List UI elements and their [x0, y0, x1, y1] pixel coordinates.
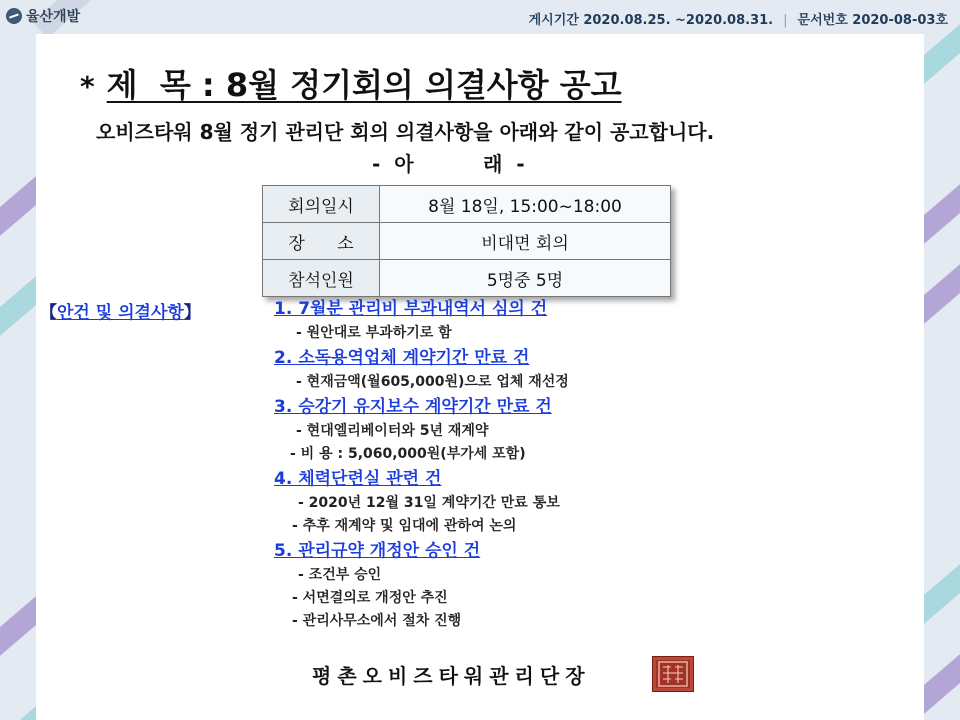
- top-header-bar: [0, 0, 960, 34]
- document-number: 문서번호 2020-08-03호: [797, 13, 948, 28]
- agenda-item-4-detail-2: - 추후 재계약 및 임대에 관하여 논의: [292, 518, 517, 534]
- notice-title: [80, 60, 622, 106]
- meeting-place-label: 장 소: [263, 223, 380, 260]
- document-meta: [529, 9, 948, 28]
- signature-line: 평촌오비즈타워관리단장: [312, 664, 591, 688]
- meeting-info-table: [262, 185, 671, 297]
- title-text: 제 목 : 8월 정기회의 의결사항 공고: [106, 66, 622, 104]
- below-label: - 아 래 -: [372, 152, 525, 176]
- meta-separator: |: [783, 13, 788, 28]
- table-row: [263, 223, 671, 260]
- posting-period: 게시기간 2020.08.25. ~2020.08.31.: [528, 13, 774, 28]
- company-logo: [6, 6, 80, 26]
- title-asterisk: *: [80, 70, 95, 103]
- meeting-place-value: 비대면 회의: [380, 223, 671, 260]
- meeting-date-value: 8월 18일, 15:00~18:00: [380, 186, 671, 223]
- table-row: [263, 260, 671, 297]
- intro-sentence: 오비즈타워 8월 정기 관리단 회의 의결사항을 아래와 같이 공고합니다.: [96, 120, 715, 144]
- agenda-item-5-detail-2: - 서면결의로 개정안 추진: [292, 590, 448, 606]
- agenda-item-3-detail-1: - 현대엘리베이터와 5년 재계약: [296, 423, 489, 439]
- agenda-item-4-detail-1: - 2020년 12월 31일 계약기간 만료 통보: [298, 495, 560, 511]
- agenda-item-1-detail: - 원안대로 부과하기로 함: [296, 325, 452, 341]
- table-row: [263, 186, 671, 223]
- agenda-bracket-close: 】: [183, 303, 201, 323]
- agenda-item-3-detail-2: - 비 용 : 5,060,000원(부가세 포함): [290, 446, 526, 462]
- official-seal-icon: [652, 656, 694, 692]
- logo-icon: [6, 8, 22, 24]
- agenda-item-5-detail-1: - 조건부 승인: [298, 567, 382, 583]
- logo-text: 율산개발: [26, 9, 81, 25]
- meeting-date-label: 회의일시: [263, 186, 380, 223]
- agenda-heading: [40, 298, 201, 323]
- agenda-item-5-detail-3: - 관리사무소에서 절차 진행: [292, 613, 462, 629]
- agenda-label: 안건 및 의결사항: [57, 303, 184, 323]
- agenda-bracket-open: 【: [40, 303, 57, 323]
- agenda-item-2-title: 2. 소독용역업체 계약기간 만료 건: [274, 348, 530, 368]
- attendance-label: 참석인원: [263, 260, 380, 297]
- agenda-item-2-detail: - 현재금액(월605,000원)으로 업체 재선정: [296, 374, 569, 390]
- agenda-items: [274, 296, 914, 633]
- agenda-item-5-title: 5. 관리규약 개정안 승인 건: [274, 541, 481, 561]
- agenda-item-4-title: 4. 체력단련실 관련 건: [274, 469, 442, 489]
- attendance-value: 5명중 5명: [380, 260, 671, 297]
- agenda-item-3-title: 3. 승강기 유지보수 계약기간 만료 건: [274, 397, 552, 417]
- agenda-item-1-title: 1. 7월분 관리비 부과내역서 심의 건: [274, 299, 548, 319]
